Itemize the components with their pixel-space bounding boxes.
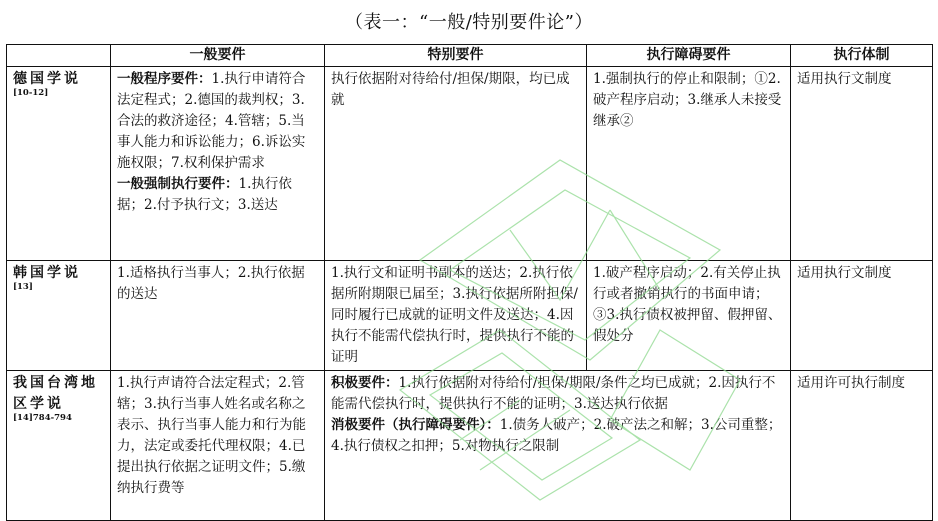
comparison-table bbox=[6, 44, 933, 521]
table-row bbox=[7, 67, 933, 261]
system-cell: 适用执行文制度 bbox=[791, 67, 933, 261]
row-title: 我国台湾地区学说 bbox=[13, 375, 98, 412]
row-title-cell bbox=[7, 67, 111, 261]
special-merged-cell bbox=[325, 371, 791, 521]
special-label: 积极要件： bbox=[331, 375, 399, 391]
special-label: 消极要件（执行障碍要件）： bbox=[331, 417, 500, 433]
general-label: 一般强制执行要件： bbox=[117, 176, 239, 192]
header-general: 一般要件 bbox=[111, 45, 325, 67]
general-text: 1.执行依据；2.付予执行文；3.送达 bbox=[117, 176, 292, 213]
row-ref: [10-12] bbox=[13, 88, 49, 98]
header-special: 特别要件 bbox=[325, 45, 587, 67]
special-cell: 1.执行文和证明书副本的送达；2.执行依据所附期限已届至；3.执行依据所附担保/同时履行已成就的证明文件及送达；4.因执行不能需代偿执行时，提供执行不能的证明 bbox=[325, 261, 587, 371]
header-system: 执行体制 bbox=[791, 45, 933, 67]
special-cell: 执行依据附对待给付/担保/期限，均已成就 bbox=[325, 67, 587, 261]
row-title: 德国学说 bbox=[13, 71, 81, 87]
system-cell: 适用许可执行制度 bbox=[791, 371, 933, 521]
table-row bbox=[7, 371, 933, 521]
general-cell bbox=[111, 67, 325, 261]
special-text: 1.执行依据附对待给付/担保/期限/条件之均已成就；2.因执行不能需代偿执行时，提供执行不能的证明；3.送达执行依据 bbox=[331, 375, 776, 412]
header-row bbox=[7, 45, 933, 67]
table-row bbox=[7, 261, 933, 371]
general-text: 1.执行申请符合法定程式；2.德国的裁判权；3.合法的救济途径；4.管辖；5.当事人能力和诉讼能力；6.诉讼实施权限；7.权利保护需求 bbox=[117, 71, 306, 171]
general-label: 一般程序要件： bbox=[117, 71, 212, 87]
header-empty bbox=[7, 45, 111, 67]
system-cell: 适用执行文制度 bbox=[791, 261, 933, 371]
row-ref: [14]784-794 bbox=[13, 413, 72, 423]
general-cell: 1.执行声请符合法定程式；2.管辖；3.执行当事人姓名或名称之表示、执行当事人能力和行为能力，法定或委托代理权限；4.已提出执行依据之证明文件；5.缴纳执行费等 bbox=[111, 371, 325, 521]
header-obstacle: 执行障碍要件 bbox=[587, 45, 791, 67]
obstacle-cell: 1.强制执行的停止和限制；①2.破产程序启动；3.继承人未接受继承② bbox=[587, 67, 791, 261]
special-text: 1.债务人破产；2.破产法之和解；3.公司重整；4.执行债权之扣押；5.对物执行之限制 bbox=[331, 417, 782, 454]
row-title-cell bbox=[7, 371, 111, 521]
row-title-cell bbox=[7, 261, 111, 371]
general-cell: 1.适格执行当事人；2.执行依据的送达 bbox=[111, 261, 325, 371]
row-ref: [13] bbox=[13, 282, 33, 292]
obstacle-cell: 1.破产程序启动；2.有关停止执行或者撤销执行的书面申请；③3.执行债权被押留、假押留、假处分 bbox=[587, 261, 791, 371]
table-caption: （表一：“一般/特别要件论”） bbox=[345, 12, 593, 33]
row-title: 韩国学说 bbox=[13, 265, 81, 281]
